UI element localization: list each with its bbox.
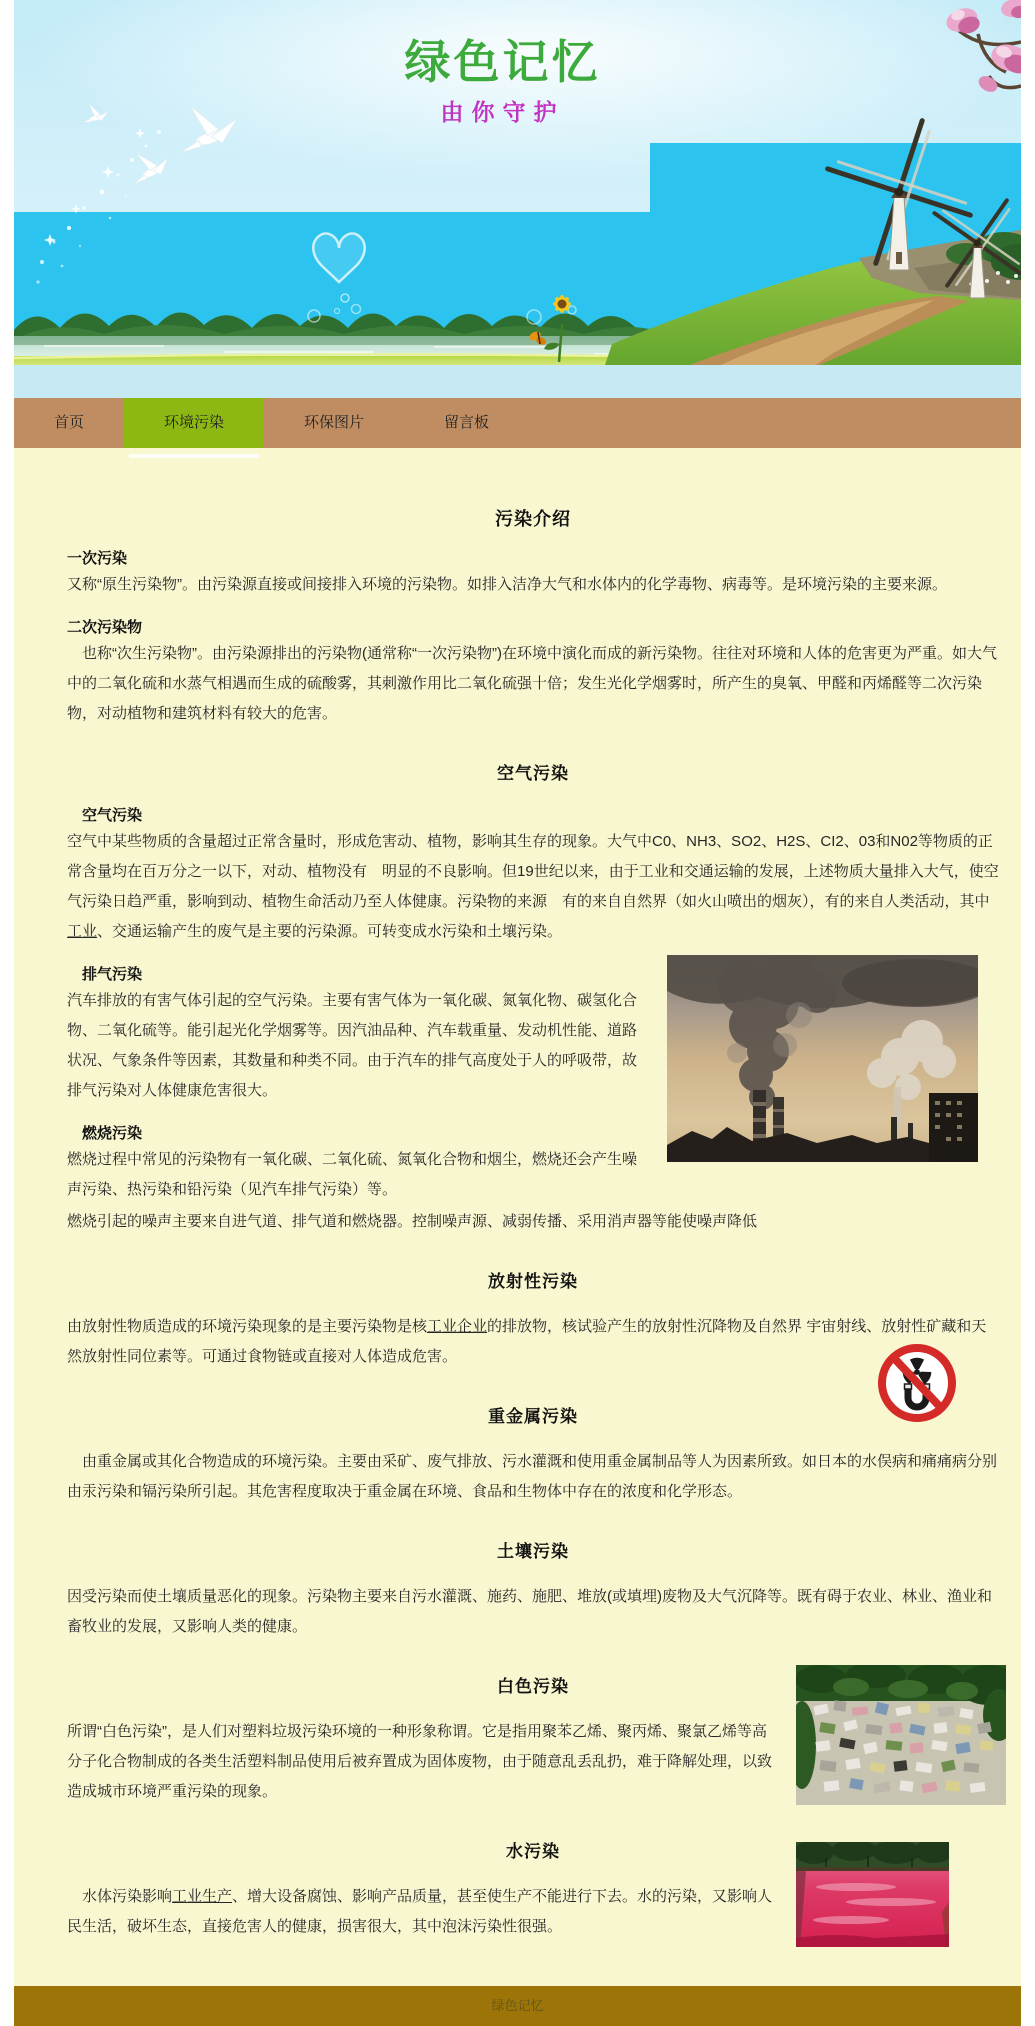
paragraph-heavy-metal-pollution: 由重金属或其化合物造成的环境污染。主要由采矿、废气排放、污水灌溉和使用重金属制品等人为因素所致。如日本的水俣病和痛痛病分别由汞污染和镉污染所引起。其危害程度取决于重金属在环境、食品和生物体中存在的浓度和化学形态。 [67, 1453, 998, 1500]
paragraph-primary-pollution: 又称“原生污染物”。由污染源直接或间接排入环境的污染物。如排入洁净大气和水体内的化学毒物、病毒等。是环境污染的主要来源。 [67, 576, 947, 593]
nav-item-message-board[interactable]: 留言板 [444, 414, 490, 431]
subheading-combustion-pollution: 燃烧污染 [82, 1125, 143, 1142]
paragraph-radioactive-pollution [67, 1312, 999, 1372]
footer [14, 1986, 1021, 2026]
main-content [14, 448, 1021, 1986]
paragraph-air-pollution [67, 827, 999, 947]
polluted-river-photo [796, 1842, 949, 1947]
nav-item-home[interactable]: 首页 [54, 414, 85, 431]
radioactive-metal-section [67, 1312, 999, 1507]
industrial-enterprise-link[interactable]: 工业企业 [427, 1318, 488, 1335]
radio-text-after: 的排放物，核试验产生的放射性沉降物及自然界 宇宙射线、放射性矿藏和天然放射性同位素等。可通过食物链或直接对人体造成危害。 [67, 1318, 987, 1365]
section-heading-radioactive-pollution: 放射性污染 [488, 1272, 578, 1291]
industrial-production-link[interactable]: 工业生产 [172, 1888, 233, 1905]
air-text: 空气中某些物质的含量超过正常含量时，形成危害动、植物，影响其生存的现象。大气中C0、NH3、SO2、H2S、CI2、03和N02等物质的正常含量均在百万分之一以下，对动、植物没有 明显的不良影响。但19世纪以来，由于工业和交通运输的发展，上述物质大量排入大气，使空气污染日趋严重，影响到动、植物生命活动乃至人体健康。污染物的来源 有的来自自然界（如火山喷出的烟灰），有的来自人类活动，其中 [67, 833, 999, 910]
paragraph-combustion-pollution: 燃烧过程中常见的污染物有一氧化碳、二氧化硫、氮氧化合物和烟尘，燃烧还会产生噪声污染、热污染和铅污染（见汽车排气污染）等。 [67, 1151, 638, 1198]
subheading-air-pollution: 空气污染 [82, 807, 143, 824]
paragraph-secondary-pollutants: 也称“次生污染物”。由污染源排出的污染物(通常称“一次污染物”)在环境中演化而成的新污染物。往往对环境和人体的危害更为严重。如大气中的二氧化硫和水蒸气相遇而生成的硫酸雾，其刺激作用比二氧化硫强十倍；发生光化学烟雾时，所产生的臭氧、甲醛和丙烯醛等二次污染物，对动植物和建筑材料有较大的危害。 [67, 645, 997, 722]
section-heading-heavy-metal-pollution: 重金属污染 [488, 1407, 578, 1426]
radio-text: 由放射性物质造成的环境污染现象的是主要污染物是核 [67, 1318, 428, 1335]
paragraph-exhaust-pollution: 汽车排放的有害气体引起的空气污染。主要有害气体为一氧化碳、氮氧化物、碳氢化合物、二氧化硫等。能引起光化学烟雾等。因汽油品种、汽车载重量、发动机性能、道路状况、气象条件等因素，其数量和种类不同。由于汽车的排气高度处于人的呼吸带，故排气污染对人体健康危害很大。 [67, 992, 638, 1099]
subheading-exhaust-pollution: 排气污染 [82, 966, 143, 983]
nav-item-eco-pictures[interactable]: 环保图片 [304, 414, 365, 431]
site-title: 绿色记忆 [404, 36, 601, 88]
section-heading-air-pollution: 空气污染 [497, 764, 569, 783]
water-text: 水体污染影响 [82, 1888, 173, 1905]
industry-link[interactable]: 工业 [67, 923, 98, 940]
air-text-after: 、交通运输产生的废气是主要的污染源。可转变成水污染和土壤污染。 [97, 923, 563, 940]
site-subtitle: 由你守护 [440, 99, 565, 125]
paragraph-combustion-noise: 燃烧引起的噪声主要来自进气道、排气道和燃烧器。控制噪声源、减弱传播、采用消声器等能使噪声降低 [67, 1213, 758, 1230]
footer-site-name: 绿色记忆 [491, 1998, 544, 2013]
section-heading-soil-pollution: 土壤污染 [497, 1542, 569, 1561]
heading-primary-pollution: 一次污染 [67, 550, 128, 567]
main-navigation [14, 398, 1021, 448]
garbage-pile-photo [796, 1665, 1006, 1805]
paragraph-white-pollution: 所谓“白色污染”，是人们对塑料垃圾污染环境的一种形象称谓。它是指用聚苯乙烯、聚丙烯、聚氯乙烯等高分子化合物制成的各类生活塑料制品使用后被弃置成为固体废物，由于随意乱丢乱扔，难于降解处理，以致造成城市环境严重污染的现象。 [67, 1723, 773, 1800]
page-container [14, 0, 1021, 2026]
no-radiation-icon [877, 1342, 957, 1424]
section-heading-white-pollution: 白色污染 [497, 1677, 569, 1696]
heading-secondary-pollutants: 二次污染物 [67, 619, 143, 636]
section-heading-water-pollution: 水污染 [506, 1842, 560, 1861]
water-text-after: 、增大设备腐蚀、影响产品质量，甚至使生产不能进行下去。水的污染，又影响人民生活，破坏生态，直接危害人的健康，损害很大，其中泡沫污染性很强。 [67, 1888, 773, 1935]
paragraph-soil-pollution: 因受污染而使土壤质量恶化的现象。污染物主要来自污水灌溉、施药、施肥、堆放(或填埋)废物及大气沉降等。既有碍于农业、林业、渔业和畜牧业的发展，又影响人类的健康。 [67, 1588, 992, 1635]
smokestacks-photo [667, 955, 978, 1162]
nav-item-pollution-active[interactable]: 环境污染 [124, 398, 264, 448]
page-title: 污染介绍 [495, 509, 571, 529]
header-banner [14, 0, 1021, 398]
